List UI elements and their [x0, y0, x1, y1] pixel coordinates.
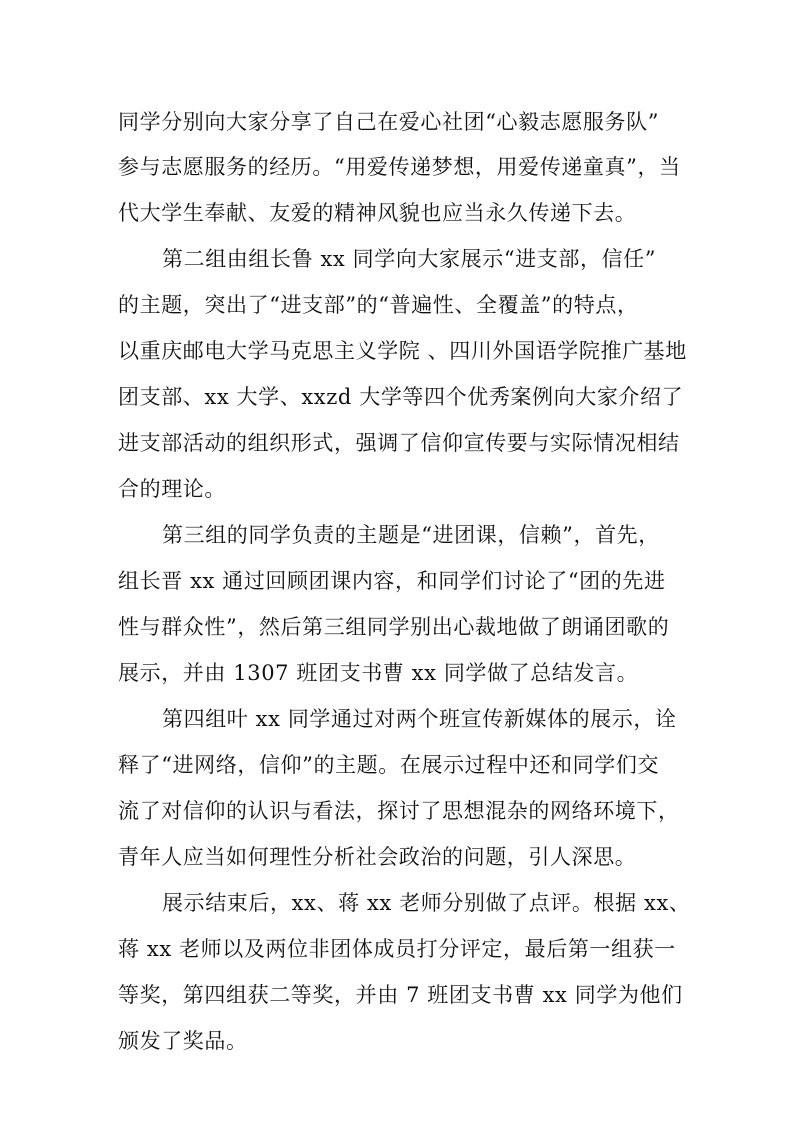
text-line: 第二组由组长鲁 xx 同学向大家展示“进支部，信任” [162, 247, 657, 271]
text-line: 合的理论。 [118, 477, 226, 501]
text-line: 性与群众性”，然后第三组同学别出心裁地做了朗诵团歌的 [118, 615, 670, 639]
text-line: 组长晋 xx 通过回顾团课内容，和同学们讨论了“团的先进 [118, 569, 666, 593]
text-line: 同学分别向大家分享了自己在爱心社团“心毅志愿服务队” [118, 110, 660, 134]
text-line: 的主题，突出了“进支部”的“普遍性、全覆盖”的特点， [118, 293, 639, 317]
text-line: 第四组叶 xx 同学通过对两个班宣传新媒体的展示，诠 [162, 707, 677, 731]
text-line: 代大学生奉献、友爱的精神风貌也应当永久传递下去。 [118, 201, 637, 225]
text-line: 团支部、xx 大学、xxzd 大学等四个优秀案例向大家介绍了 [118, 385, 684, 409]
text-line: 蒋 xx 老师以及两位非团体成员打分评定，最后第一组获一 [118, 937, 676, 961]
text-line: 展示结束后，xx、蒋 xx 老师分别做了点评。根据 xx、 [162, 891, 691, 915]
text-line: 展示，并由 1307 班团支书曹 xx 同学做了总结发言。 [118, 661, 639, 685]
text-line: 进支部活动的组织形式，强调了信仰宣传要与实际情况相结 [118, 431, 680, 455]
text-line: 颁发了奖品。 [118, 1029, 248, 1053]
text-line: 青年人应当如何理性分析社会政治的问题，引人深思。 [118, 845, 637, 869]
text-line: 流了对信仰的认识与看法，探讨了思想混杂的网络环境下， [118, 799, 680, 823]
text-line: 第三组的同学负责的主题是“进团课，信赖”，首先， [162, 523, 660, 547]
text-line: 等奖，第四组获二等奖，并由 7 班团支书曹 xx 同学为他们 [118, 983, 683, 1007]
text-line: 参与志愿服务的经历。“用爱传递梦想，用爱传递童真”，当 [118, 155, 681, 179]
text-line: 释了“进网络，信仰”的主题。在展示过程中还和同学们交 [118, 753, 660, 777]
text-line: 以重庆邮电大学马克思主义学院 、四川外国语学院推广基地 [118, 339, 687, 363]
